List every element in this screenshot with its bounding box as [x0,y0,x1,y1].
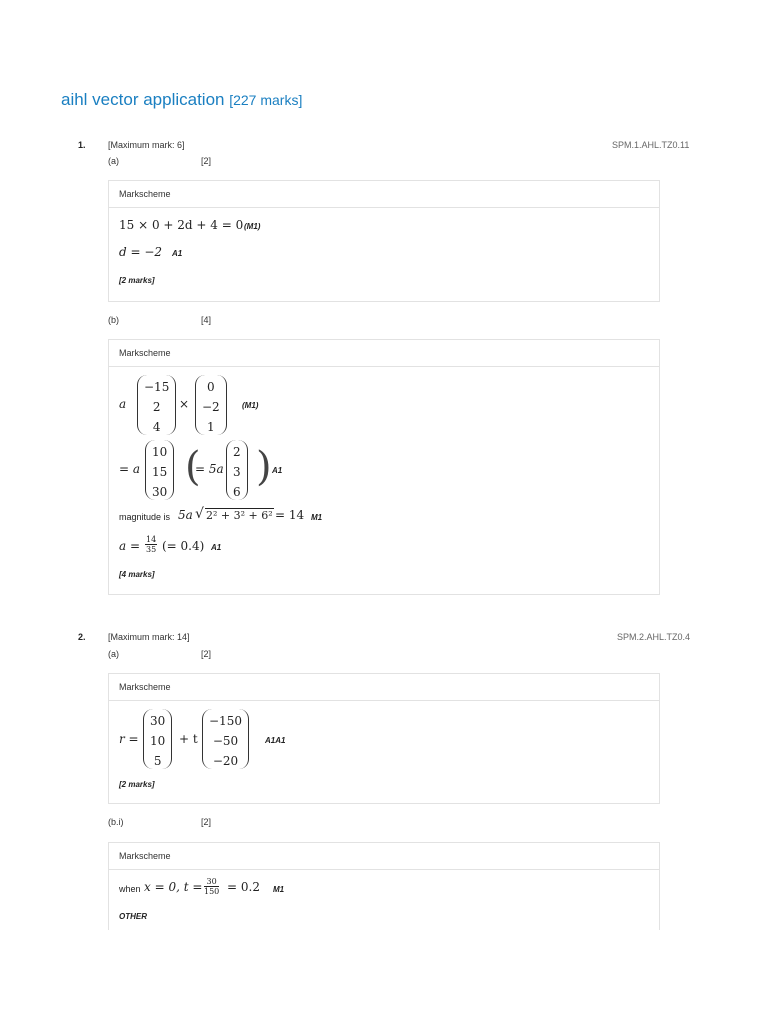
q1b-total: [4 marks] [119,570,155,579]
q1b-vector-4: 2 3 6 [226,440,248,500]
q2bi-label: (b.i) [108,817,124,827]
q1a-marks: [2] [201,156,212,166]
q1b-magnitude-text: magnitude is [119,512,171,522]
q1b-magnitude-radicand: 2² + 3² + 6² [206,509,273,522]
q2a-label: (a) [108,649,119,659]
page-title [61,90,302,110]
q2bi-fraction: $\frac{30}{150}$ [204,877,220,896]
q1b-vector-1: −15 2 4 [137,375,176,435]
title-text: aihl vector application [61,90,225,109]
page-bottom-margin [0,930,768,1024]
question-1-ref: SPM.1.AHL.TZ0.11 [612,140,690,150]
q1b-magnitude-mark: M1 [311,513,323,522]
total-marks: [227 marks] [229,92,303,108]
q1b-markscheme [108,339,660,595]
q2a-marks: [2] [201,649,212,659]
q2bi-other: OTHER [119,912,147,921]
q1b-a-eq: a = [119,539,141,553]
q1b-vector-3: 10 15 30 [145,440,174,500]
q1b-magnitude-eq: = 14 [275,508,305,522]
q1b-open-paren: ( [185,444,201,490]
question-2-ref: SPM.2.AHL.TZ0.4 [617,632,691,642]
q1a-total: [2 marks] [119,276,155,285]
q1a-markscheme [108,180,660,302]
question-2-number: 2. [78,632,86,642]
q2a-plus-t: + t [179,732,198,746]
q2a-markscheme [108,673,660,804]
q1b-vector-2: 0 −2 1 [195,375,227,435]
question-1-number: 1. [78,140,86,150]
q1b-marks: [4] [201,315,212,325]
q1a-line1: 15 × 0 + 2d + 4 = 0 [119,218,244,232]
q1b-fraction: $\frac{14}{35}$ [146,535,157,554]
q1b-label: (b) [108,315,119,325]
q2a-r-eq: r = [119,732,139,746]
q1b-a-mark: A1 [211,543,222,552]
q2a-vector-1: 30 10 5 [143,709,172,769]
q1b-a-symbol: a [119,397,127,411]
q1b-cross-mark: (M1) [242,401,259,410]
q2bi-t-value: = 0.2 [227,880,260,894]
markscheme-title: Markscheme [109,340,659,367]
q2bi-x0: x = 0, t = [144,880,203,894]
q2a-total: [2 marks] [119,780,155,789]
q1b-magnitude-coef: 5a [178,508,193,522]
markscheme-title: Markscheme [109,674,659,701]
question-1-max-mark: [Maximum mark: 6] [108,140,185,150]
q2bi-when: when [119,884,141,894]
q1b-result-mark: A1 [272,466,283,475]
q2bi-marks: [2] [201,817,212,827]
q2a-vector-2: −150 −50 −20 [202,709,249,769]
markscheme-title: Markscheme [109,843,659,870]
q1b-eq-5a: = 5a [195,462,224,476]
question-2-max-mark: [Maximum mark: 14] [108,632,190,642]
q2bi-mark: M1 [273,885,285,894]
markscheme-title: Markscheme [109,181,659,208]
q1a-label: (a) [108,156,119,166]
q1b-eq-a: = a [119,462,141,476]
q1a-line2-mark: A1 [172,249,183,258]
sqrt-icon: √ [195,506,204,522]
q2a-mark: A1A1 [265,736,286,745]
q1b-close-paren: ) [256,444,272,490]
q1b-times: × [179,397,190,411]
q1a-line1-mark: (M1) [244,222,261,231]
q1b-a-value: (= 0.4) [162,539,205,553]
q1a-line2: d = −2 [119,245,163,259]
